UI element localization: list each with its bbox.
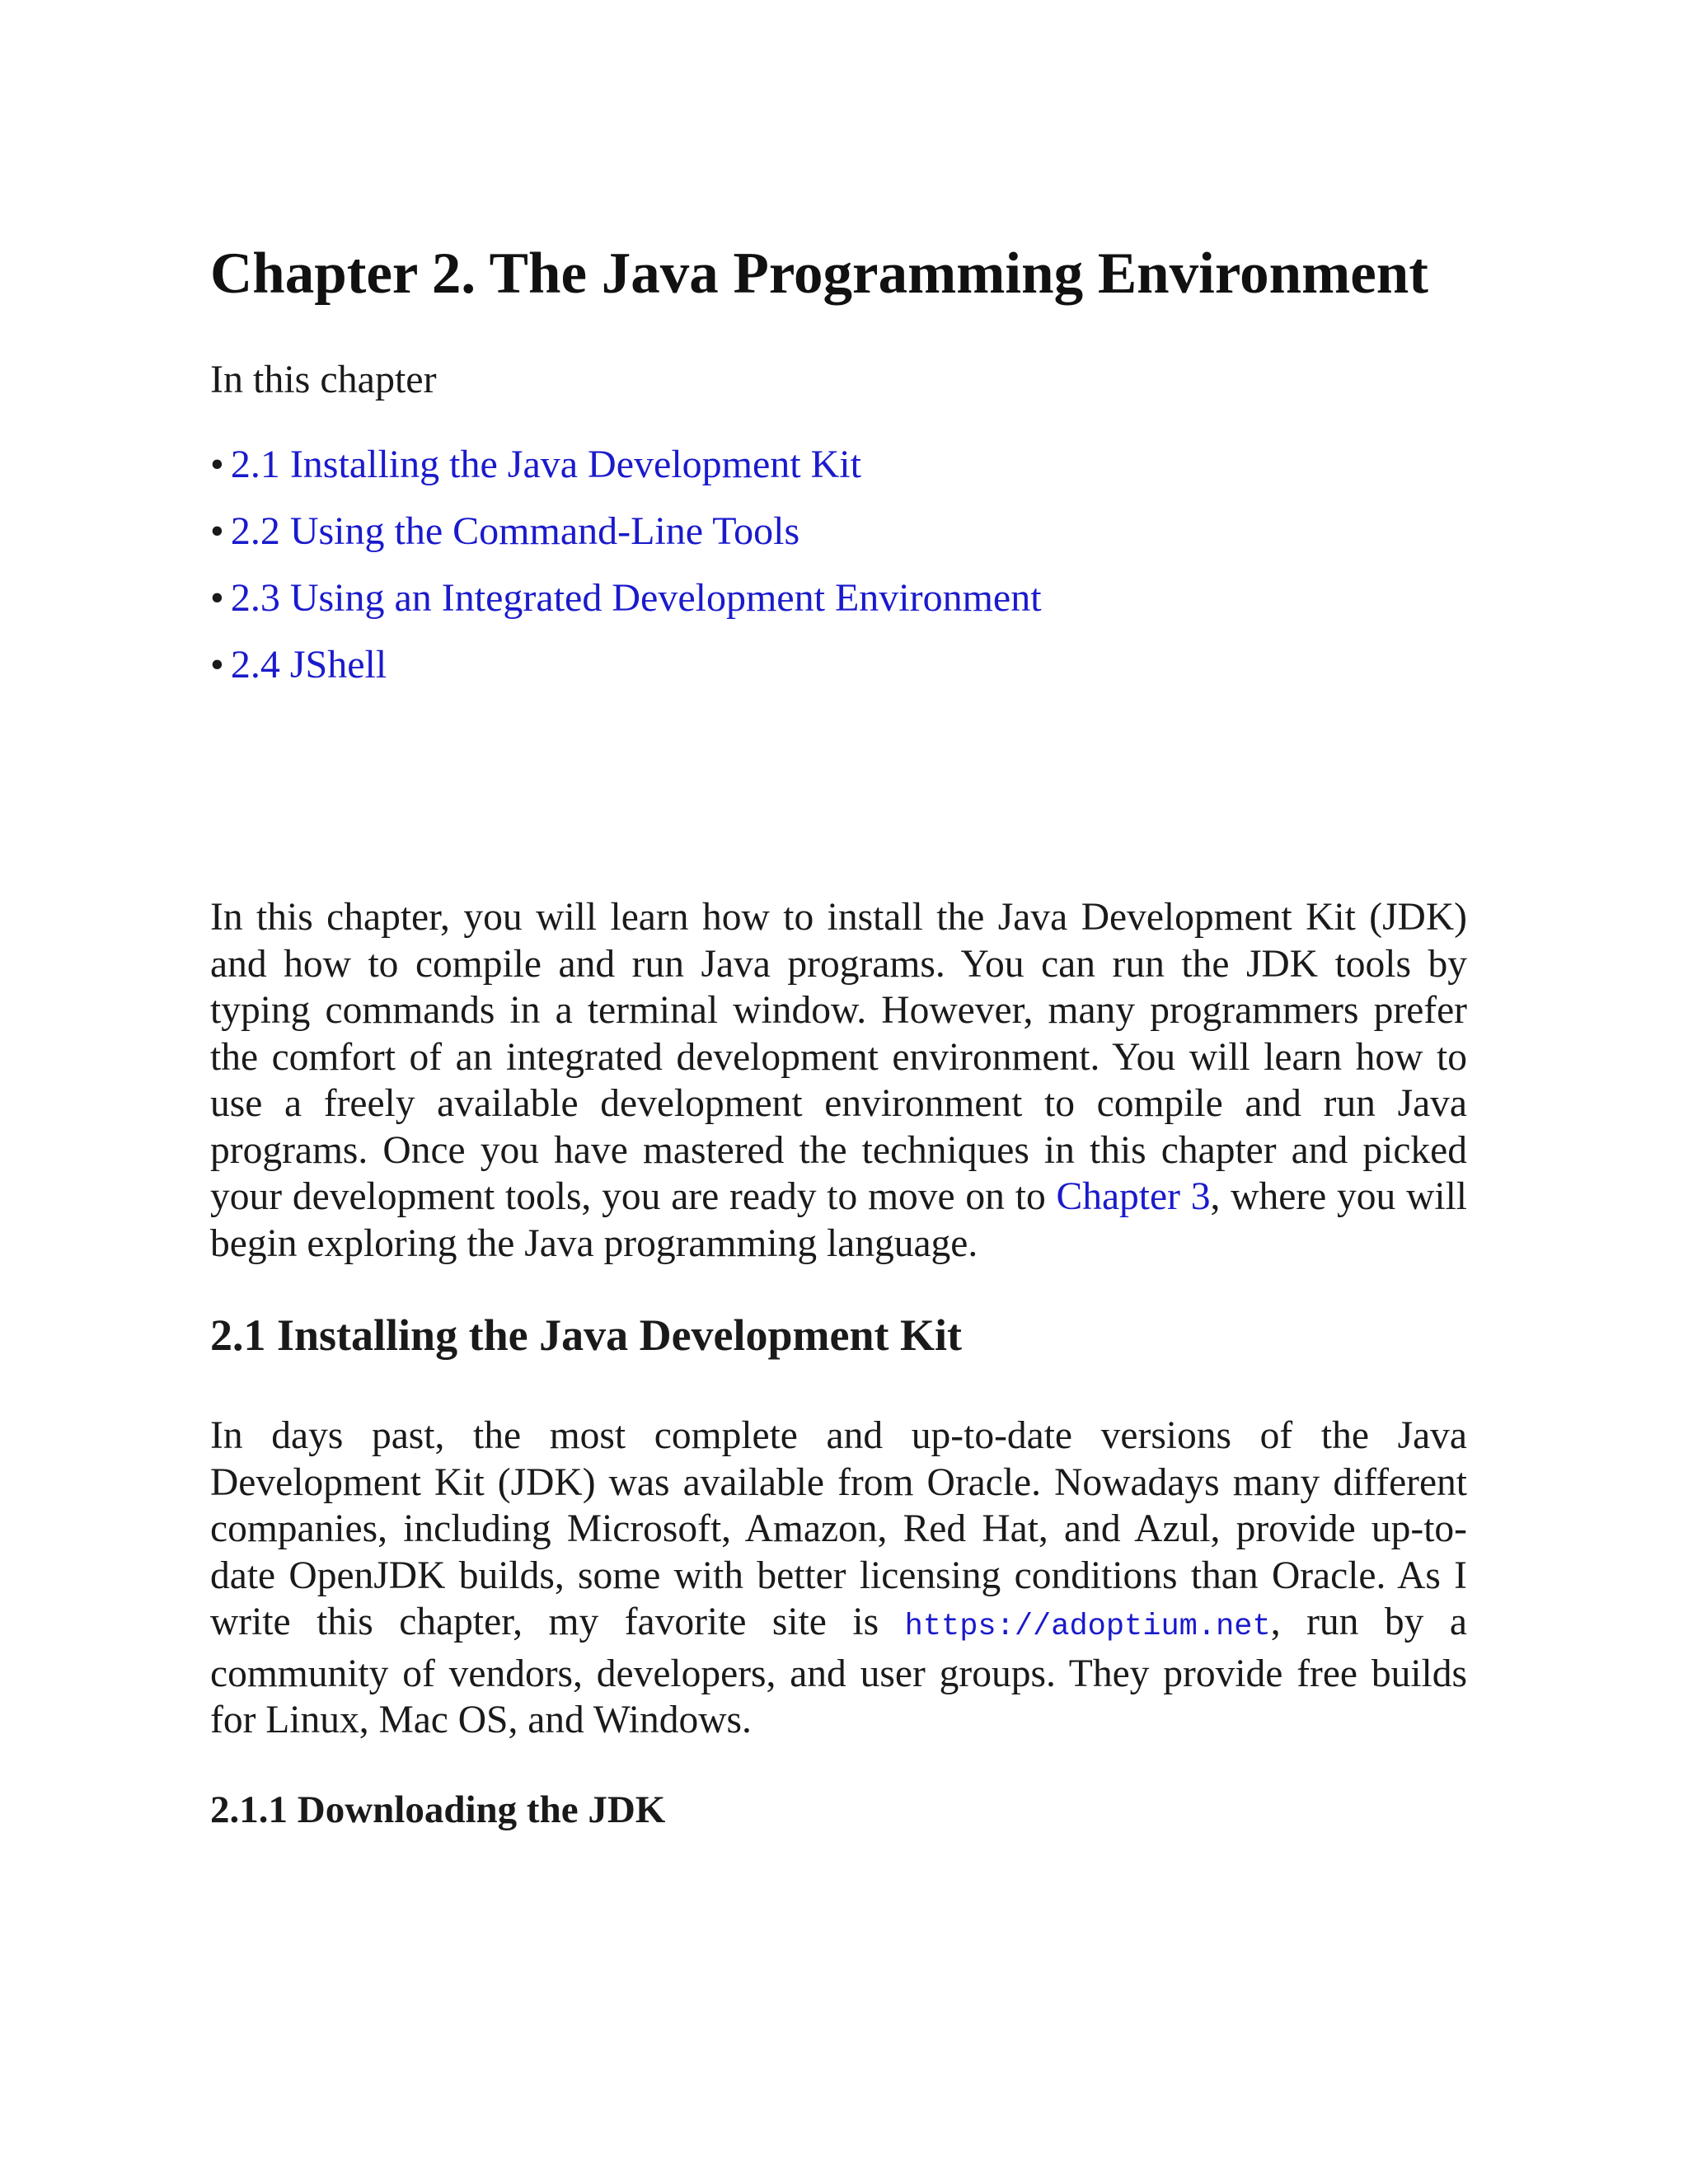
chapter-toc xyxy=(210,441,1042,708)
bullet-icon: • xyxy=(210,443,224,486)
toc-item xyxy=(210,574,1042,641)
intro-paragraph-text-end: , where you will begin exploring the Java programming language. xyxy=(210,1175,1467,1265)
chapter-3-link[interactable]: Chapter 3 xyxy=(1056,1175,1211,1218)
intro-paragraph-text: In this chapter, you will learn how to install the Java Development Kit (JDK) and how to compile and run Java programs. You can run the JDK tools by typing commands in a terminal window. However, many programmers prefer the comfort of an integrated development environment. You will learn how to use a freely available development environment to compile and run Java programs. Once you have mastered the techniques in this chapter and picked your development tools, you are ready to move on to xyxy=(210,896,1467,1218)
toc-item xyxy=(210,641,1042,708)
toc-link-jshell[interactable]: 2.4 JShell xyxy=(230,643,387,687)
intro-paragraph xyxy=(210,894,1467,1267)
section-heading: 2.1 Installing the Java Development Kit xyxy=(210,1310,962,1360)
section-paragraph-text-end: , run by a community of vendors, developers, and user groups. They provide free builds for Linux, Mac OS, and Windows. xyxy=(210,1601,1468,1741)
toc-link-ide[interactable]: 2.3 Using an Integrated Development Environment xyxy=(230,576,1042,620)
bullet-icon: • xyxy=(210,576,224,620)
chapter-title: Chapter 2. The Java Programming Environment xyxy=(210,241,1428,306)
adoptium-url-link[interactable]: https://adoptium.net xyxy=(904,1610,1271,1644)
section-paragraph-text: In days past, the most complete and up-to-date versions of the Java Development Kit (JDK) was available from Oracle. Nowadays many different companies, including Microsoft, Amazon, Red Hat, and Azul, provide up-to-date OpenJDK builds, some with better licensing conditions than Oracle. As I write this chapter, my favorite site is xyxy=(210,1414,1467,1643)
toc-item xyxy=(210,441,1042,508)
subsection-heading: 2.1.1 Downloading the JDK xyxy=(210,1788,666,1831)
bullet-icon: • xyxy=(210,509,224,553)
section-paragraph xyxy=(210,1413,1467,1744)
toc-link-command-line-tools[interactable]: 2.2 Using the Command-Line Tools xyxy=(230,509,800,553)
intro-label: In this chapter xyxy=(210,358,437,401)
bullet-icon: • xyxy=(210,643,224,687)
toc-item xyxy=(210,508,1042,574)
toc-link-installing-jdk[interactable]: 2.1 Installing the Java Development Kit xyxy=(230,443,861,486)
